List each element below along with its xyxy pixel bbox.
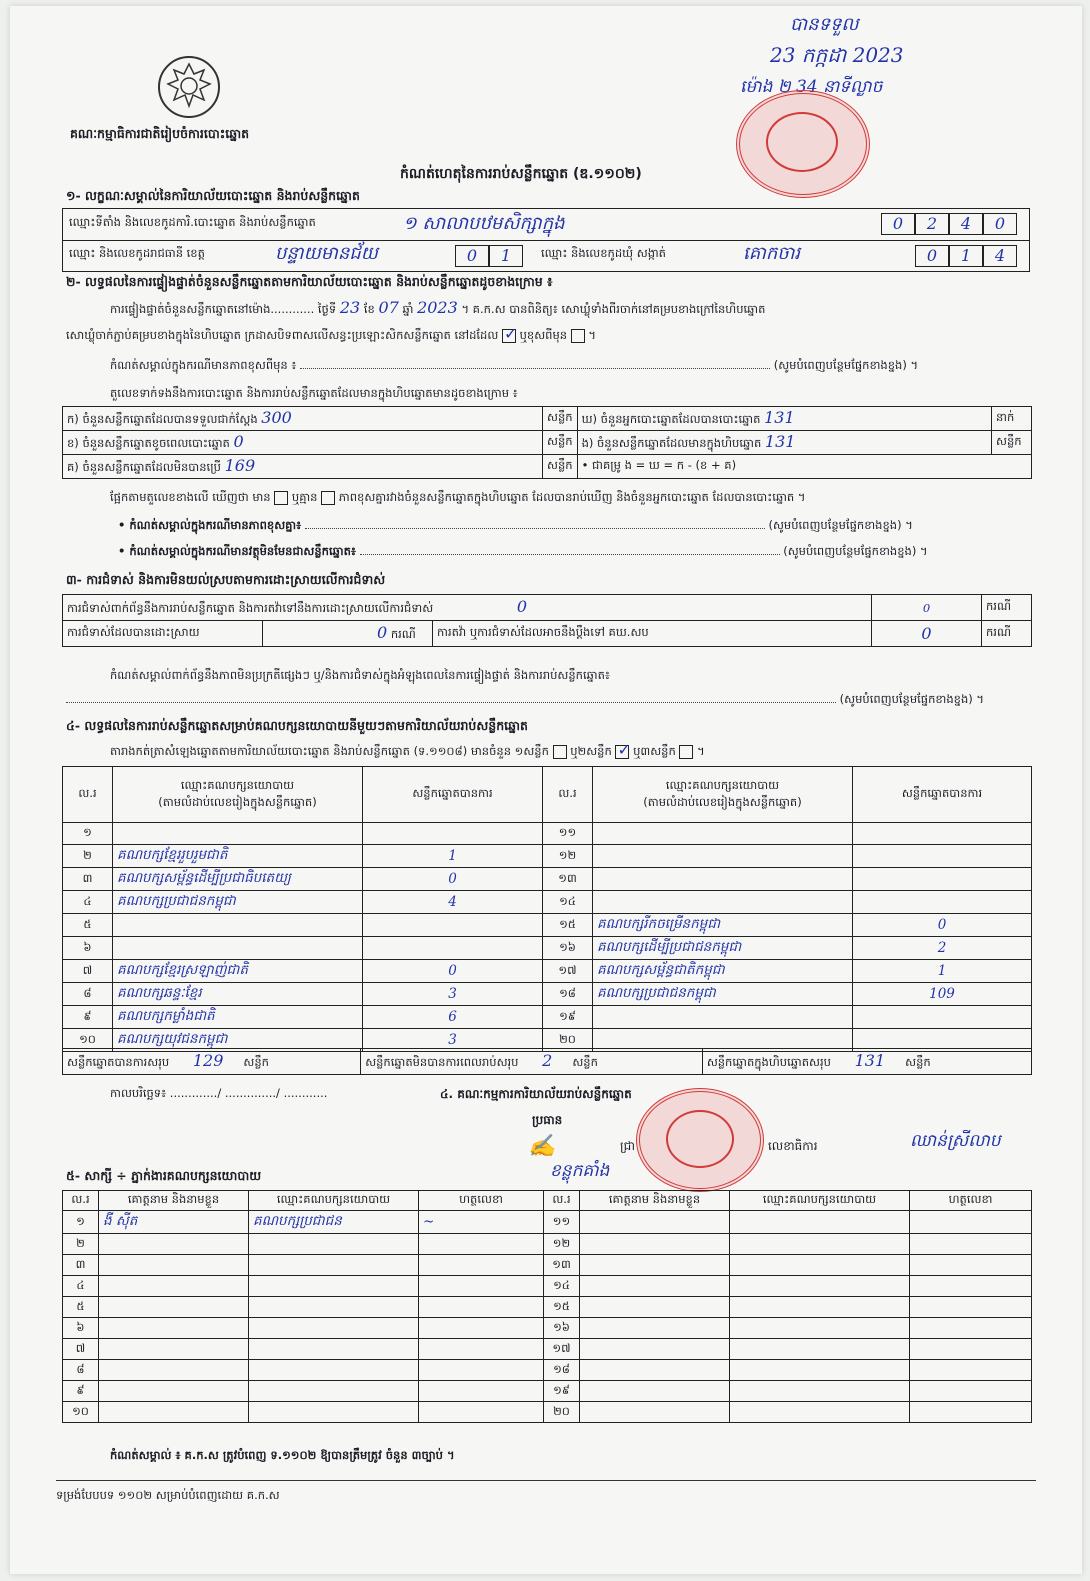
witness-cell[interactable] [419,1360,544,1381]
witness-cell[interactable] [580,1402,730,1423]
votes-cell[interactable]: 0 [853,914,1032,937]
table-row [63,1255,1032,1276]
secretary-name: ឈាន់ស្រីលាប [910,1131,1001,1151]
ballots-table: ក) ចំនួនសន្លឹកឆ្នោតដែលបានទទួលជាក់ស្តែង 300 សន្លឹក ឃ) ចំនួនអ្នកបោះឆ្នោតដែលបានបោះឆ្នោត 131 នាក់ ខ) ចំនួនសន្លឹកឆ្នោតខូចពេលបោះឆ្នោត 0 សន្លឹក ង) ចំនួនសន្លឹកឆ្នោតដែលមានក្នុងហិបឆ្នោត 131 សន្លឹក គ) ចំនួនសន្លឹកឆ្នោតដែលមិនបានប្រើ 169 សន្លឹក • ជាគម្រូ ង = ឃ = ក - (ខ + គ) [62,406,1032,479]
party-name-cell[interactable]: គណបក្សខ្មែរស្រឡាញ់ជាតិ [113,960,363,983]
witness-cell[interactable] [249,1297,419,1318]
witness-cell[interactable] [249,1360,419,1381]
row-number: ២ [63,1234,99,1255]
no-diff-checkbox[interactable] [321,491,335,505]
section3-fill: (សូមបំពេញបន្ថែមផ្នែកខាងខ្នង) ។ [66,692,984,709]
row-number: ៦ [63,937,113,960]
witness-cell[interactable] [419,1276,544,1297]
witness-cell[interactable] [580,1381,730,1402]
verify-line2: សោឃ្លុំចាក់ភ្ជាប់គម្របខាងក្នុងនៃហិបឆ្នោត ក្រដាសបិទពាសលើសន្ធះប្រឡោះសិកសន្លឹកឆ្នោត នៅដដែល ✓ ឬខុសពីមុន ។ [66,328,596,345]
witness-cell[interactable] [910,1402,1032,1423]
section3-title: ៣- ការជំទាស់ និងការមិនយល់ស្របតាមការដោះស្រាយលើការជំទាស់ [66,572,386,587]
witness-cell[interactable] [580,1211,730,1234]
row-number: ១៨ [544,1360,580,1381]
official-seal-top [736,90,870,198]
witness-cell[interactable] [730,1255,910,1276]
party-name-cell[interactable]: គណបក្សសម្ព័ន្ធជាតិកម្ពុជា [593,960,853,983]
received-time: ម៉ោង ២ 34 នាទីល្ងាច [740,77,883,97]
table-row [63,891,1032,914]
row-number: ១៤ [543,891,593,914]
table-row [63,823,1032,845]
table-row [63,1234,1032,1255]
station-value[interactable]: ១ សាលាបឋមសិក្សាក្នុង [403,213,565,234]
witness-cell[interactable] [910,1211,1032,1234]
same-checkbox[interactable] [502,329,516,343]
witness-cell[interactable] [730,1318,910,1339]
row-number: ៤ [63,891,113,914]
row-number: ១៤ [544,1276,580,1297]
witness-cell[interactable] [910,1318,1032,1339]
has-diff-checkbox[interactable] [274,491,288,505]
received-label: បានទទួល [790,14,859,35]
witness-cell[interactable] [730,1276,910,1297]
party-name-cell[interactable]: គណបក្សរីកចម្រើនកម្ពុជា [593,914,853,937]
date-line: កាលបរិច្ឆេទ៖ ............./ ............../ ............ [110,1086,328,1100]
table-row [63,1402,1032,1423]
note-diff: កំណត់សម្គាល់ក្នុងករណីមានភាពខុសពីមុន ៖ (សូមបំពេញបន្ថែមផ្នែកខាងខ្នង) ។ [110,358,919,372]
section2-title: ២- លទ្ធផលនៃការផ្ទៀងផ្ទាត់ចំនួនសន្លឹកឆ្នោតតាមការិយាល័យបោះឆ្នោត និងរាប់សន្លឹកឆ្នោតដូចខាងក្រោម ៖ [66,274,553,289]
witness-cell[interactable] [249,1234,419,1255]
section5-title: ៥- សាក្សី ÷ ភ្នាក់ងារគណបក្សនយោបាយ [66,1168,262,1183]
form-title: កំណត់ហេតុនៃការរាប់សន្លឹកឆ្នោត (ឌ.១១០២) [400,166,642,182]
table-row [63,1006,1032,1029]
row-number: ១២ [544,1234,580,1255]
votes-cell[interactable] [363,937,543,960]
witness-table: ល.រ គោត្តនាម និងនាមខ្លួន ឈ្មោះគណបក្សនយោបាយ ហត្ថលេខា ល.រ គោត្តនាម និងនាមខ្លួន ឈ្មោះគណបក្សនយោបាយ ហត្ថលេខា ១ ងី ស៊ីត គណបក្សប្រជាជន ~ ១១ ២ ១២ ៣ ១៣ ៤ ១៤ ៥ ១៥ ៦ ១៦ ៧ ១៧ ៨ ១៨ ៩ ១៩ ១០ ២០ [62,1190,1032,1423]
witness-cell[interactable] [730,1402,910,1423]
party-name-cell[interactable]: គណបក្សប្រជាជនកម្ពុជា [113,891,363,914]
party-name-cell[interactable] [113,914,363,937]
votes-cell[interactable]: 109 [853,983,1032,1006]
votes-cell[interactable] [363,914,543,937]
table-row [63,1211,1032,1234]
votes-cell[interactable] [853,891,1032,914]
votes-cell[interactable]: 1 [853,960,1032,983]
votes-cell[interactable]: 3 [363,983,543,1006]
witness-cell[interactable] [580,1297,730,1318]
witness-cell[interactable] [419,1318,544,1339]
section4-intro: តារាងកត់ត្រាសំឡេងឆ្នោតតាមការិយាល័យបោះឆ្នោត និងរាប់សន្លឹកឆ្នោត (ទ.១១០៨) មានចំនួន ១សន្លឹក ឬ២សន្លឹក ✓ ឬ៣សន្លឹក ។ [110,744,705,761]
row-number: ៧ [63,960,113,983]
witness-cell[interactable]: គណបក្សប្រជាជន [249,1211,419,1234]
witness-cell[interactable] [419,1234,544,1255]
table-row [63,1276,1032,1297]
witness-cell[interactable] [730,1234,910,1255]
section3-note: កំណត់សម្គាល់ពាក់ព័ន្ធនឹងភាពមិនប្រក្រតីផ្សេងៗ ឬ/និងការជំទាស់ក្នុងអំឡុងពេលនៃការផ្ទៀងផ្ទាត់ និងការរាប់សន្លឹកឆ្នោត៖ [110,668,610,682]
witness-cell[interactable] [419,1255,544,1276]
votes-cell[interactable] [853,1006,1032,1029]
row-number: ៥ [63,914,113,937]
votes-cell[interactable]: 2 [853,937,1032,960]
note-foreign: • កំណត់សម្គាល់ក្នុងករណីមានវត្ថុមិនមែនជាសន្លឹកឆ្នោត៖ (សូមបំពេញបន្ថែមផ្នែកខាងខ្នង) ។ [118,544,928,558]
row-number: ១០ [63,1029,113,1052]
row-number: ២០ [544,1402,580,1423]
party-name-cell[interactable]: គណបក្សខ្មែររួបរួមជាតិ [113,845,363,868]
row-number: ១៦ [543,937,593,960]
table-row [63,868,1032,891]
row-number: ៩ [63,1006,113,1029]
witness-cell[interactable] [99,1381,249,1402]
witness-cell[interactable] [249,1276,419,1297]
witness-cell[interactable] [419,1402,544,1423]
province-value[interactable]: បន្ទាយមានជ័យ [275,243,378,264]
votes-cell[interactable] [853,845,1032,868]
party-name-cell[interactable] [593,868,853,891]
party-name-cell[interactable] [593,823,853,845]
party-name-cell[interactable] [593,845,853,868]
party-name-cell[interactable]: គណបក្សប្រជាជនកម្ពុជា [593,983,853,1006]
witness-cell[interactable] [910,1255,1032,1276]
witness-cell[interactable] [730,1297,910,1318]
table-row [63,1318,1032,1339]
witness-cell[interactable] [99,1339,249,1360]
row-number: ៧ [63,1339,99,1360]
row-number: ១៨ [543,983,593,1006]
row-number: ១៧ [544,1339,580,1360]
witness-cell[interactable] [419,1339,544,1360]
table-row [63,1297,1032,1318]
table-row [63,960,1032,983]
row-number: ១៥ [543,914,593,937]
row-number: ៥ [63,1297,99,1318]
row-number: ១៣ [544,1255,580,1276]
witness-cell[interactable] [730,1211,910,1234]
complaints-table: ការជំទាស់ពាក់ព័ន្ធនឹងការរាប់សន្លឹកឆ្នោត និងការតវ៉ាទៅនឹងការដោះស្រាយលើការជំទាស់ 0 0 ករណី ការជំទាស់ដែលបានដោះស្រាយ 0 ករណី ការតវ៉ា ឬការជំទាស់ដែលអាចនឹងប្តឹងទៅ គឃ.សប 0 ករណី [62,594,1032,647]
row-number: ១២ [543,845,593,868]
table-row [63,845,1032,868]
witness-cell[interactable] [99,1360,249,1381]
section4-title: ៤- លទ្ធផលនៃការរាប់សន្លឹកឆ្នោតសម្រាប់គណបក្សនយោបាយនីមួយៗតាមការិយាល័យរាប់សន្លឹកឆ្នោត [66,718,528,733]
party-name-cell[interactable]: គណបក្សយុវជនកម្ពុជា [113,1029,363,1052]
witness-cell[interactable] [580,1318,730,1339]
table-row [63,914,1032,937]
row-number: ១១ [544,1211,580,1234]
votes-cell[interactable]: 0 [363,868,543,891]
witness-cell[interactable] [99,1255,249,1276]
witness-cell[interactable] [99,1234,249,1255]
verify-line1: ការផ្ទៀងផ្ទាត់ចំនួនសន្លឹកឆ្នោតនៅម៉ោង............ ថ្ងៃទី 23 ខែ 07 ឆ្នាំ 2023 ។ គ.ក.ស បានពិនិត្យ៖ សោឃ្លុំទាំងពីរចាក់នៅគម្របខាងក្រៅនៃហិបឆ្នោត [110,298,766,317]
party-name-cell[interactable]: គណបក្សដើម្បីប្រជាជនកម្ពុជា [593,937,853,960]
row-number: ៣ [63,1255,99,1276]
commune-code[interactable]: 0 1 4 [915,245,1017,267]
votes-cell[interactable]: 4 [363,891,543,914]
table-row [63,1360,1032,1381]
votes-cell[interactable]: 1 [363,845,543,868]
commune-label: ឈ្មោះ និងលេខកូដឃុំ សង្កាត់ [541,246,666,260]
witness-cell[interactable] [730,1360,910,1381]
witness-cell[interactable] [730,1381,910,1402]
votes-cell[interactable] [363,823,543,845]
witness-cell[interactable] [580,1255,730,1276]
witness-cell[interactable] [419,1297,544,1318]
row-number: ៤ [63,1276,99,1297]
witness-cell[interactable]: ងី ស៊ីត [99,1211,249,1234]
row-number: ១៩ [543,1006,593,1029]
note-mismatch: • កំណត់សម្គាល់ក្នុងករណីមានភាពខុសគ្នា៖ (សូមបំពេញបន្ថែមផ្នែកខាងខ្នង) ។ [118,518,913,532]
witness-cell[interactable] [910,1360,1032,1381]
row-number: ១៧ [543,960,593,983]
party-name-cell[interactable] [113,823,363,845]
row-number: ២០ [543,1029,593,1052]
table-row [63,983,1032,1006]
row-number: ១១ [543,823,593,845]
witness-cell[interactable] [580,1234,730,1255]
witness-cell[interactable] [580,1276,730,1297]
party-name-cell[interactable] [593,1006,853,1029]
party-name-cell[interactable] [113,937,363,960]
form-sheet [10,6,1082,1574]
witness-cell[interactable] [249,1339,419,1360]
votes-cell[interactable]: 0 [363,960,543,983]
chair-label: ប្រធាន [532,1113,563,1127]
station-label: ឈ្មោះទីតាំង និងលេខកូដការិ.បោះឆ្នោត និងរាប់សន្លឹកឆ្នោត [69,215,316,229]
votes-cell[interactable]: 3 [363,1029,543,1052]
witness-cell[interactable] [249,1381,419,1402]
witness-cell[interactable] [580,1339,730,1360]
witness-cell[interactable] [99,1318,249,1339]
witness-cell[interactable] [249,1402,419,1423]
votes-table: ល.រ ឈ្មោះគណបក្សនយោបាយ (តាមលំដាប់លេខរៀងក្នុងសន្លឹកឆ្នោត) សន្លឹកឆ្នោតបានការ ល.រ ឈ្មោះគណបក្សនយោបាយ (តាមលំដាប់លេខរៀងក្នុងសន្លឹកឆ្នោត) សន្លឹកឆ្នោតបានការ ១ ១១ ២ គណបក្សខ្មែររួបរួមជាតិ 1 ១២ ៣ គណបក្សសម្ព័ន្ធដើម្បីប្រជាធិបតេយ្យ 0 ១៣ ៤ គណបក្សប្រជាជនកម្ពុជា 4 ១៤ ៥ ១៥ គណបក្សរីកចម្រើនកម្ពុជា 0 ៦ ១៦ គណបក្សដើម្បីប្រជាជនកម្ពុជា 2 ៧ គណបក្សខ្មែរស្រឡាញ់ជាតិ 0 ១៧ គណបក្សសម្ព័ន្ធជាតិកម្ពុជា 1 ៨ គណបក្សឆន្ទៈខ្មែរ 3 ១៨ គណបក្សប្រជាជនកម្ពុជា 109 ៩ គណបក្សកម្លាំងជាតិ 6 ១៩ ១០ គណបក្សយុវជនកម្ពុជា 3 ២០ [62,766,1032,1052]
changed-checkbox[interactable] [571,329,585,343]
party-name-cell[interactable]: គណបក្សកម្លាំងជាតិ [113,1006,363,1029]
table-row [63,1381,1032,1402]
row-number: ៨ [63,983,113,1006]
footer-divider [56,1480,1036,1481]
row-number: ១ [63,823,113,845]
station-code[interactable]: 0 2 4 0 [881,213,1017,235]
votes-cell[interactable]: 6 [363,1006,543,1029]
committee-label: ៤. គណៈកម្មការការិយាល័យរាប់សន្លឹកឆ្នោត [440,1087,632,1101]
row-number: ៩ [63,1381,99,1402]
official-seal-bottom [636,1088,764,1192]
witness-cell[interactable] [910,1339,1032,1360]
nec-emblem-icon [158,56,220,118]
votes-cell[interactable] [853,868,1032,891]
row-number: ៣ [63,868,113,891]
province-code[interactable]: 0 1 [455,245,523,267]
commune-value[interactable]: គោកចារ [743,243,801,264]
witness-cell[interactable] [910,1234,1032,1255]
witness-cell[interactable] [730,1339,910,1360]
chair-name: ខន្លុកគាំង [550,1161,610,1181]
form-note: ទម្រង់បែបបទ ១១០២ សម្រាប់បំពេញដោយ គ.ក.ស [56,1488,280,1502]
party-name-cell[interactable]: គណបក្សឆន្ទៈខ្មែរ [113,983,363,1006]
totals-table: សន្លឹកឆ្នោតបានការសរុប 129 សន្លឹក សន្លឹកឆ្នោតមិនបានការពេលរាប់សរុប 2 សន្លឹក សន្លឹកឆ្នោតក្នុងហិបឆ្នោតសរុប 131 សន្លឹក [62,1048,1032,1075]
ballots-intro: តួលេខទាក់ទងនឹងការបោះឆ្នោត និងការរាប់សន្លឹកឆ្នោតដែលមានក្នុងហិបឆ្នោតមានដូចខាងក្រោម ៖ [110,386,518,400]
votes-cell[interactable] [853,823,1032,845]
witness-cell[interactable] [910,1276,1032,1297]
row-number: ១០ [63,1402,99,1423]
witness-cell[interactable] [580,1360,730,1381]
row-number: ១ [63,1211,99,1234]
witness-cell[interactable] [910,1381,1032,1402]
section1-title: ១- លក្ខណៈសម្គាល់នៃការិយាល័យបោះឆ្នោត និងរាប់សន្លឹកឆ្នោត [66,188,360,203]
witness-cell[interactable] [249,1318,419,1339]
witness-cell[interactable] [910,1297,1032,1318]
table-row [63,1339,1032,1360]
row-number: ១៣ [543,868,593,891]
footer-note: កំណត់សម្គាល់ ៖ គ.ក.ស ត្រូវបំពេញ ទ.១១០២ ឱ្យបានត្រឹមត្រូវ ចំនួន ៣ច្បាប់ ។ [110,1448,455,1462]
witness-cell[interactable] [99,1297,249,1318]
witness-cell[interactable] [99,1276,249,1297]
witness-cell[interactable] [419,1381,544,1402]
chair-signature: ✍ [528,1134,556,1159]
received-date: 23 កក្កដា 2023 [770,43,904,67]
org-name: គណៈកម្មាធិការជាតិរៀបចំការបោះឆ្នោត [70,126,250,141]
table-row [63,937,1032,960]
row-number: ២ [63,845,113,868]
witness-cell[interactable] [99,1402,249,1423]
member-label: ជ្រា [620,1139,635,1153]
witness-cell[interactable] [249,1255,419,1276]
party-name-cell[interactable]: គណបក្សសម្ព័ន្ធដើម្បីប្រជាធិបតេយ្យ [113,868,363,891]
row-number: ១៩ [544,1381,580,1402]
witness-cell[interactable]: ~ [419,1211,544,1234]
compare-line: ផ្អែកតាមតួលេខខាងលើ ឃើញថា មាន ឬគ្មាន ភាពខុសគ្នារវាងចំនួនសន្លឹកឆ្នោតក្នុងហិបឆ្នោត ដែលបានរាប់ឃើញ និងចំនួនអ្នកបោះឆ្នោត ដែលបានបោះឆ្នោត ។ [110,490,806,504]
province-label: ឈ្មោះ និងលេខកូដរាជធានី ខេត្ត [69,246,205,260]
row-number: ៦ [63,1318,99,1339]
party-name-cell[interactable] [593,891,853,914]
section1-box [62,208,1030,272]
secretary-label: លេខាធិការ [768,1139,818,1153]
row-number: ១៦ [544,1318,580,1339]
row-number: ៨ [63,1360,99,1381]
row-number: ១៥ [544,1297,580,1318]
